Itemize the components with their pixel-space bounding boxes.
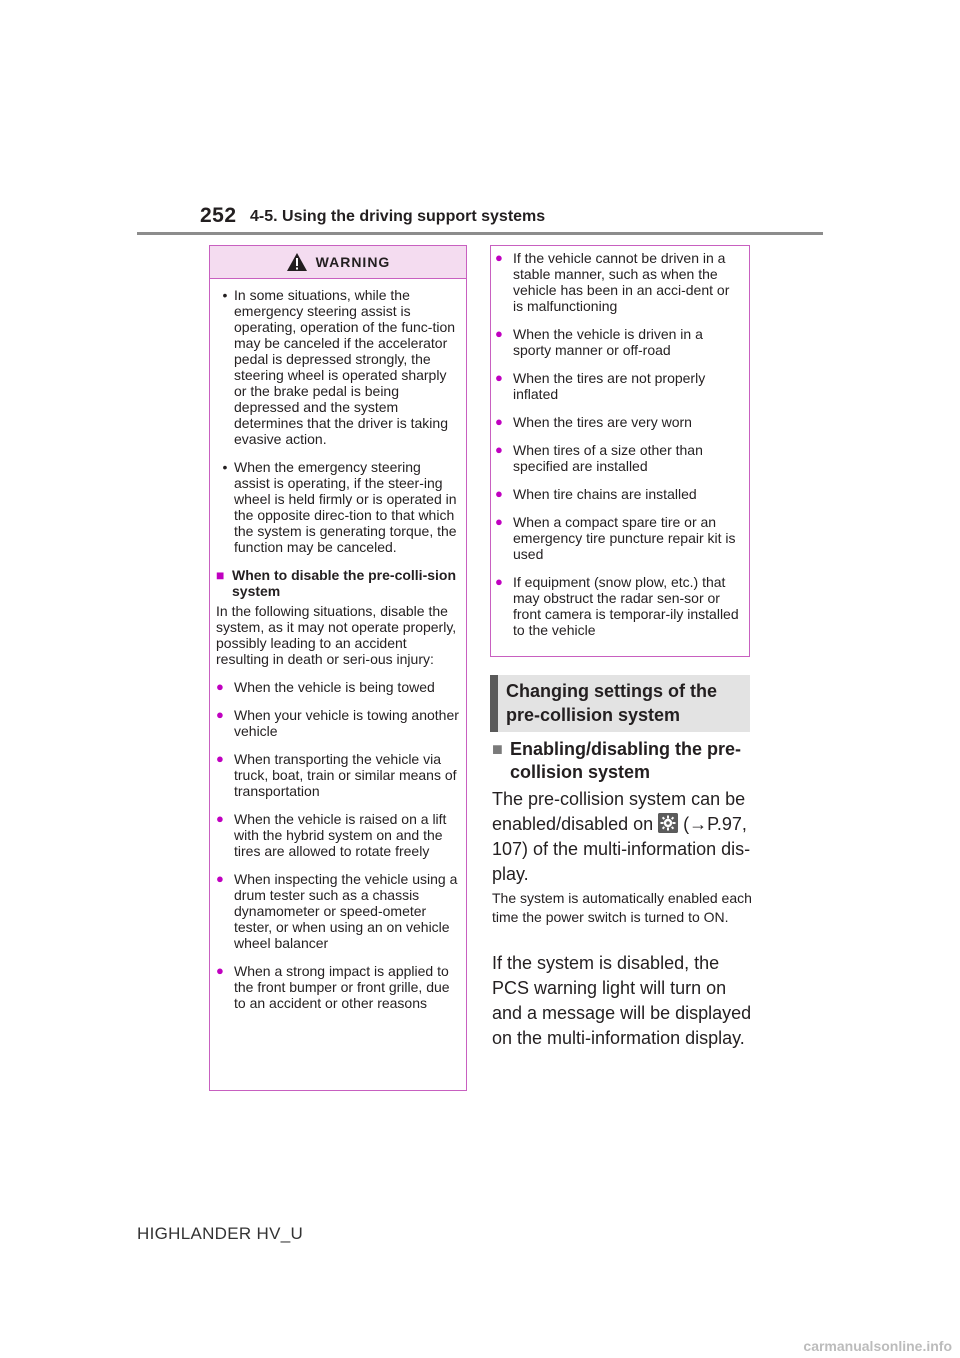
list-item-text: When tire chains are installed xyxy=(513,486,697,502)
square-bullet-icon: ■ xyxy=(492,739,503,759)
list-item xyxy=(216,679,460,695)
bullet-dot-icon: ● xyxy=(495,326,503,341)
dash-item-text: When the emergency steering assist is operating, if the steer-ing wheel is held firmly or is operated in the opposite direc-tion to that which the system is generating torque, the function may be canceled. xyxy=(234,459,457,555)
bullet-dot-icon: ● xyxy=(495,414,503,429)
list-item xyxy=(216,707,460,739)
list-item xyxy=(495,574,743,638)
warning-triangle-icon xyxy=(286,252,308,272)
list-item xyxy=(495,250,743,314)
bullet-dot-icon: ● xyxy=(216,871,224,886)
bullet-dot-icon: ● xyxy=(495,514,503,529)
bullet-dot-icon: ● xyxy=(495,486,503,501)
list-item-text: When tires of a size other than specified are installed xyxy=(513,442,703,474)
warning-header xyxy=(210,246,466,279)
warning-continued-box xyxy=(490,245,750,657)
list-item-text: When the vehicle is raised on a lift with the hybrid system on and the tires are allowed to rotate freely xyxy=(234,811,447,859)
bullet-dot-icon: ● xyxy=(495,250,503,265)
dash-item xyxy=(216,459,460,555)
bullet-dot-icon: ● xyxy=(216,707,224,722)
bullet-dot-icon: ● xyxy=(216,963,224,978)
bullet-dot-icon: ● xyxy=(495,442,503,457)
warning-label: WARNING xyxy=(315,254,391,270)
list-item xyxy=(495,442,743,474)
warning-body xyxy=(210,279,466,1011)
list-item xyxy=(495,414,743,430)
bullet-dot-icon: ● xyxy=(495,574,503,589)
list-item-text: When a compact spare tire or an emergency tire puncture repair kit is used xyxy=(513,514,736,562)
list-item-text: If the vehicle cannot be driven in a stable manner, such as when the vehicle has been in an acci-dent or is malfunctioning xyxy=(513,250,730,314)
disable-heading xyxy=(216,567,460,599)
section-title: 4-5. Using the driving support systems xyxy=(250,208,546,225)
watermark: carmanualsonline.info xyxy=(803,1338,952,1354)
list-item-text: When transporting the vehicle via truck, boat, train or similar means of transportation xyxy=(234,751,457,799)
list-item xyxy=(495,486,743,502)
list-item-text: When a strong impact is applied to the front bumper or front grille, due to an accident or other reasons xyxy=(234,963,450,1011)
bullet-dot-icon: ● xyxy=(216,679,224,694)
header-rule xyxy=(137,232,823,235)
list-item-text: When inspecting the vehicle using a drum tester such as a chassis dynamometer or speed-ometer tester, or when using an on vehicle wheel balancer xyxy=(234,871,458,951)
settings-gear-icon xyxy=(658,813,678,833)
paragraph-text-after: (→P.97, 107) of the multi-information dis-play. xyxy=(492,814,751,884)
dash-item xyxy=(216,287,460,447)
list-item-text: When the vehicle is driven in a sporty manner or off-road xyxy=(513,326,703,358)
list-item-text: When the vehicle is being towed xyxy=(234,679,435,695)
paragraph-text-before: The pre-collision system can be enabled/disabled on xyxy=(492,789,746,834)
disable-heading-text: When to disable the pre-colli-sion system xyxy=(232,567,457,599)
list-item-text: If equipment (snow plow, etc.) that may obstruct the radar sen-sor or front camera is temporar-ily installed to the vehicle xyxy=(513,574,739,638)
settings-paragraph-1 xyxy=(492,787,754,887)
settings-paragraph-2: The system is automatically enabled each time the power switch is turned to ON. xyxy=(492,890,752,925)
dash-marker: • xyxy=(222,287,228,303)
settings-heading: Changing settings of the pre-collision system xyxy=(490,675,750,732)
list-item xyxy=(495,326,743,358)
warning-box xyxy=(209,245,467,1091)
list-item xyxy=(216,751,460,799)
footer-model: HIGHLANDER HV_U xyxy=(137,1224,304,1243)
list-item xyxy=(495,514,743,562)
square-bullet-icon: ■ xyxy=(216,567,225,583)
list-item-text: When the tires are very worn xyxy=(513,414,692,430)
list-item xyxy=(216,871,460,951)
settings-subheading-text: Enabling/disabling the pre-collision system xyxy=(510,739,742,782)
dash-item-text: In some situations, while the emergency steering assist is operating, operation of the func-tion may be canceled if the accelerator pedal is depressed strongly, the steering wheel is operated sharply or the brake pedal is being depressed and the system determines that the driver is taking evasive action. xyxy=(234,287,456,447)
disable-paragraph: In the following situations, disable the system, as it may not operate properly, possibly leading to an accident resulting in death or seri-ous injury: xyxy=(216,603,457,667)
bullet-dot-icon: ● xyxy=(495,370,503,385)
bullet-dot-icon: ● xyxy=(216,751,224,766)
list-item xyxy=(495,370,743,402)
list-item-text: When your vehicle is towing another vehicle xyxy=(234,707,459,739)
list-item-text: When the tires are not properly inflated xyxy=(513,370,706,402)
page-number: 252 xyxy=(200,204,237,227)
dash-marker: • xyxy=(222,459,228,475)
settings-subheading xyxy=(492,738,752,784)
list-item xyxy=(216,963,460,1011)
settings-paragraph-3: If the system is disabled, the PCS warning light will turn on and a message will be displayed on the multi-information display. xyxy=(492,953,752,1048)
bullet-dot-icon: ● xyxy=(216,811,224,826)
list-item xyxy=(216,811,460,859)
